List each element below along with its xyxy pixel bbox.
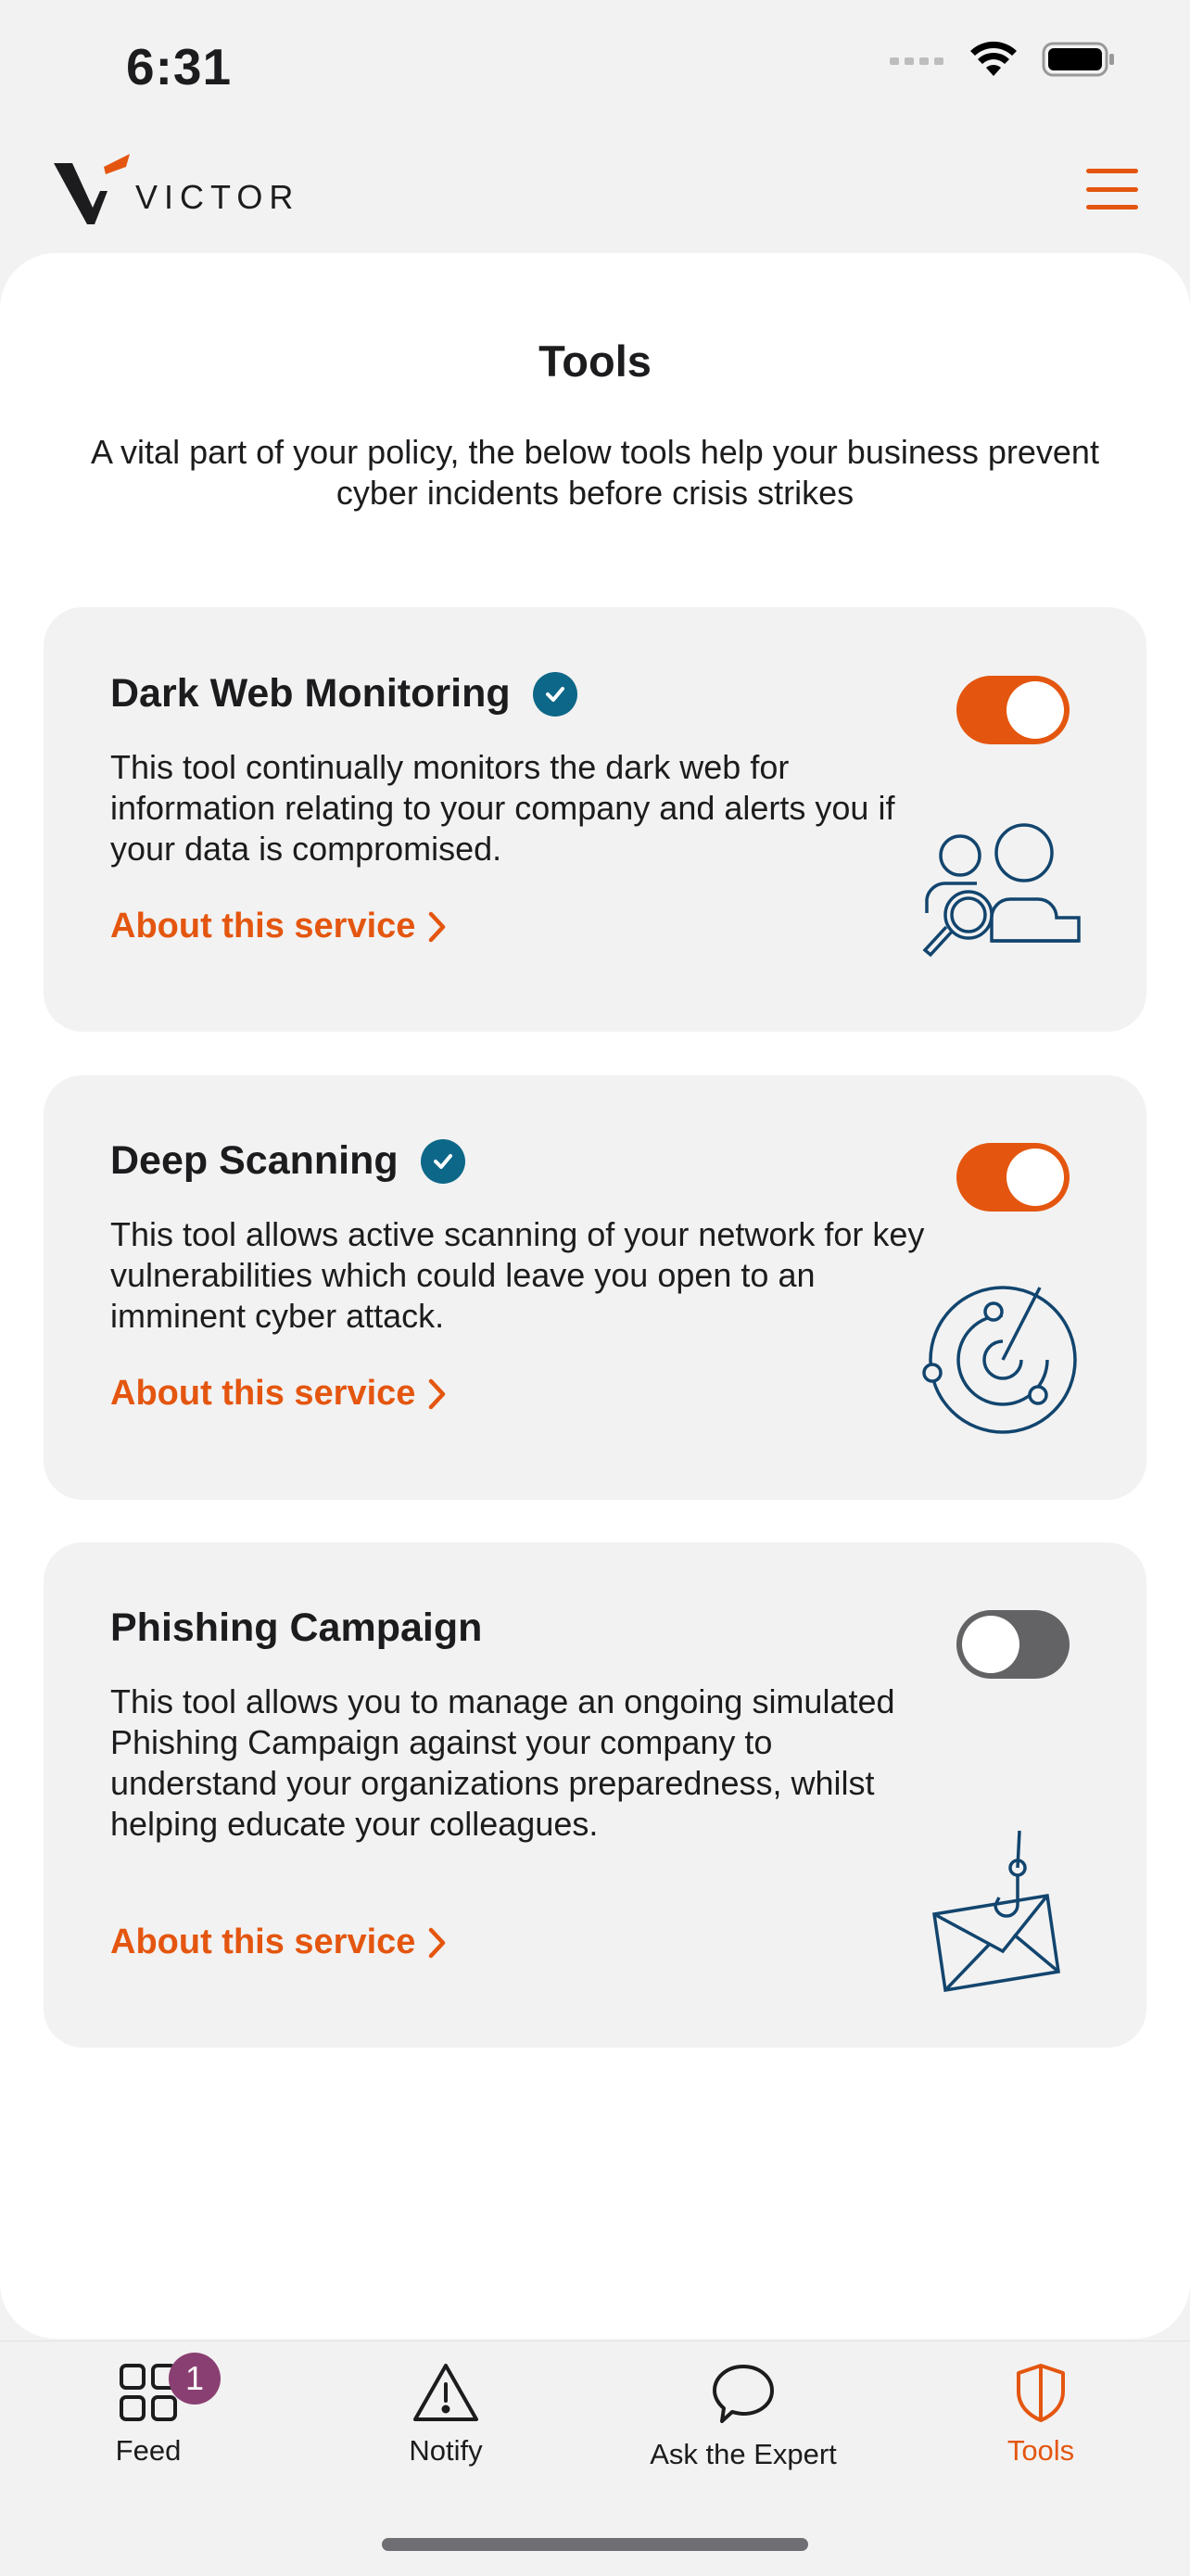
status-time: 6:31 [126,38,233,95]
about-service-label: About this service [110,1374,416,1413]
tab-label: Feed [115,2434,182,2467]
page-subtitle: A vital part of your policy, the below tools help your business prevent cyber incidents before crisis strikes [91,433,1099,512]
victor-logo [54,154,299,226]
tab-notify[interactable] [335,2362,557,2468]
home-indicator [382,2538,808,2551]
tab-ask-the-expert[interactable] [632,2362,855,2471]
victor-logo-mark [54,154,130,226]
tool-title-dark-web-monitoring [110,671,577,717]
cellular-signal-icon [890,52,945,67]
tab-label: Notify [409,2434,483,2467]
tool-description: This tool allows you to manage an ongoing simulated Phishing Campaign against your company to understand your organizations preparedness, whilst helping educate your colleagues. [110,1682,895,1843]
tab-label: Tools [1006,2434,1075,2467]
shield-icon [1013,2362,1069,2423]
tool-title-text: Deep Scanning [110,1138,399,1183]
toggle-dark-web-monitoring[interactable] [956,676,1070,744]
tab-label: Ask the Expert [650,2438,837,2470]
hamburger-menu-icon[interactable] [1086,169,1138,209]
toggle-phishing-campaign[interactable] [956,1610,1070,1679]
chevron-right-icon [428,1927,447,1959]
chevron-right-icon [428,911,447,943]
toggle-deep-scanning[interactable] [956,1143,1070,1212]
tool-title-deep-scanning [110,1138,465,1184]
about-service-link[interactable] [110,1922,447,1962]
notification-badge: 1 [169,2353,221,2405]
tool-description: This tool allows active scanning of your network for key vulnerabilities which could leave you open to an imminent cyber attack. [110,1215,925,1335]
speech-bubble-icon [711,2362,776,2427]
tool-description: This tool continually monitors the dark web for information relating to your company and alerts you if your data is compromised. [110,748,895,868]
tool-title-text: Phishing Campaign [110,1605,483,1650]
user-search-icon [918,811,1084,978]
about-service-link[interactable] [110,1374,447,1414]
about-service-link[interactable] [110,907,447,946]
warning-icon [411,2362,480,2423]
chevron-right-icon [428,1378,447,1410]
phishing-envelope-icon [918,1831,1084,1998]
verified-check-icon [533,672,577,717]
tab-feed[interactable] [37,2362,260,2468]
status-icons [890,41,1116,78]
tab-tools[interactable] [930,2362,1152,2468]
tool-title-text: Dark Web Monitoring [110,671,511,716]
battery-icon [1042,41,1116,78]
logo-text: VICTOR [135,178,300,216]
radar-icon [918,1275,1084,1441]
about-service-label: About this service [110,907,416,945]
verified-check-icon [421,1139,465,1184]
about-service-label: About this service [110,1922,416,1961]
wifi-icon [969,41,1018,78]
page-title: Tools [538,336,652,386]
tool-title-phishing-campaign [110,1605,482,1651]
